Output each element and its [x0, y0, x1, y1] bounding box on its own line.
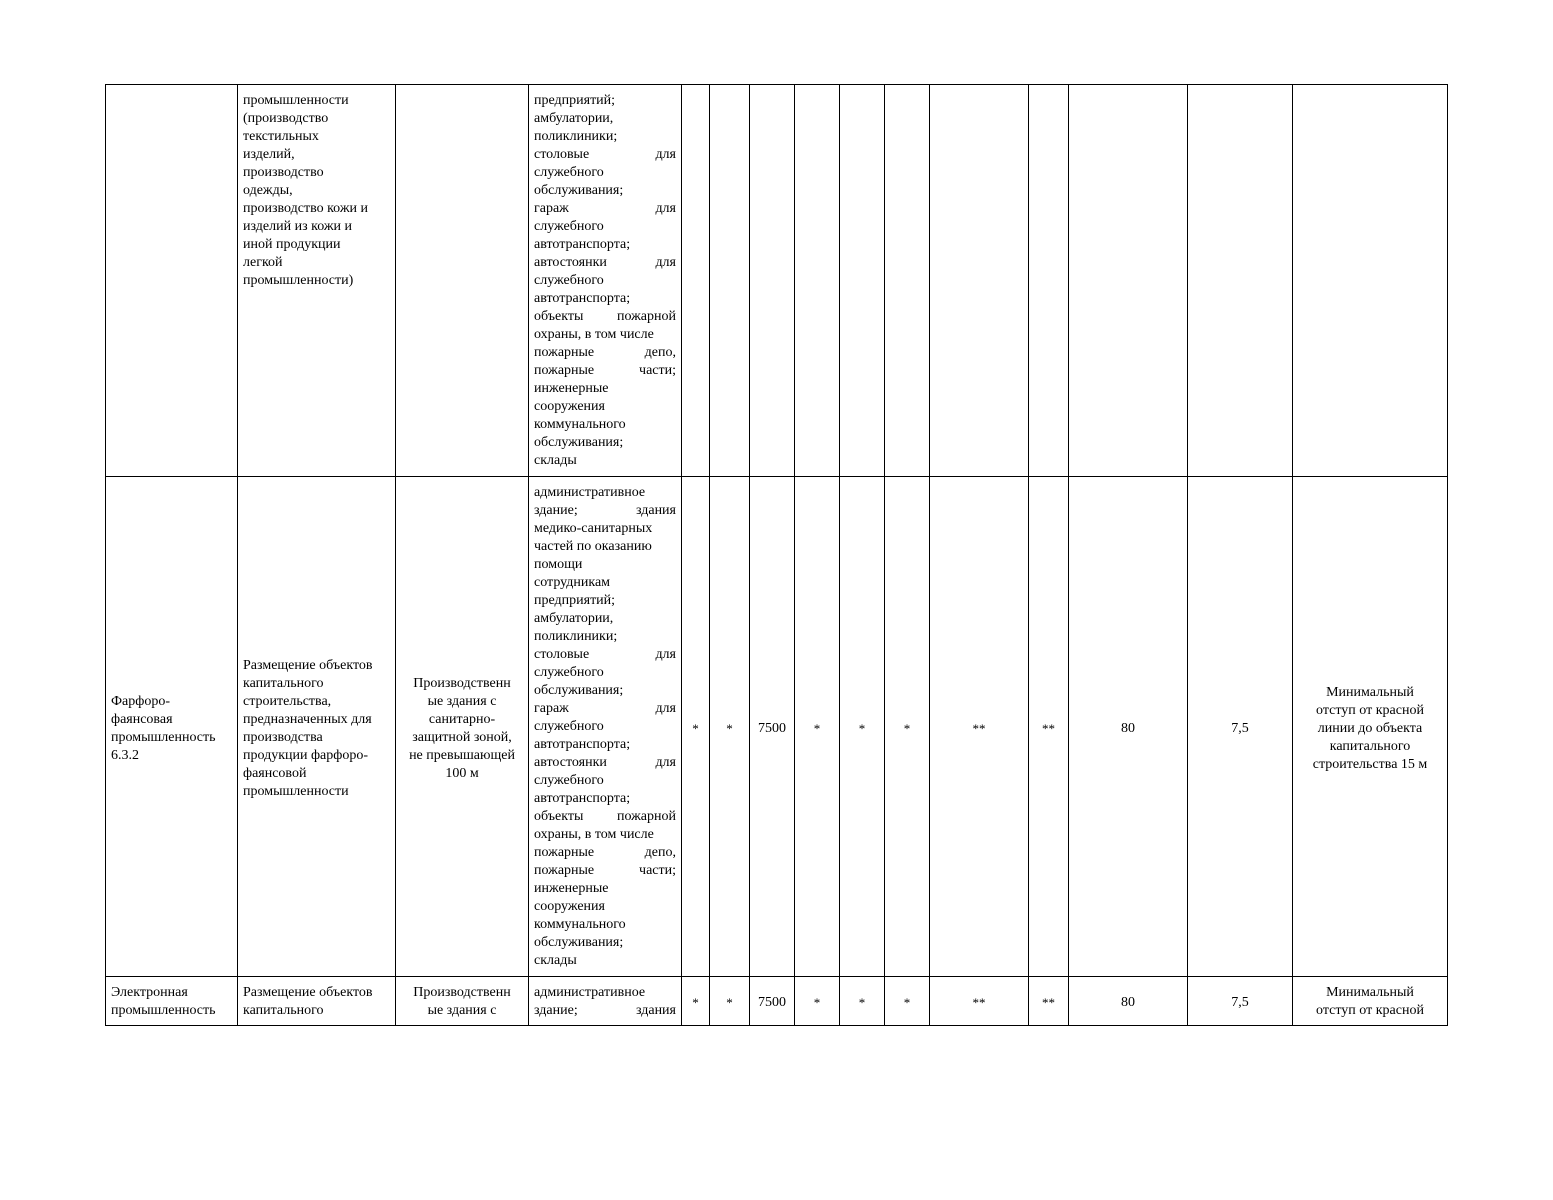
cell-line: коммунального [534, 417, 626, 432]
parameter-value-cell: 80 [1069, 477, 1188, 977]
cell-line: коммунального [534, 917, 626, 932]
main-objects-cell [396, 477, 529, 977]
cell-line: производство [243, 165, 324, 180]
cell-line: автотранспорта; [534, 737, 631, 752]
cell-line: фаянсовой [243, 766, 307, 781]
cell-line: гараж для [534, 201, 676, 216]
table-row [106, 477, 1448, 977]
parameter-value-cell: * [710, 477, 750, 977]
cell-line: служебного [534, 219, 604, 234]
parameter-value-cell: * [795, 977, 840, 1026]
parameter-value-cell: ** [930, 477, 1029, 977]
parameter-value-cell: 7,5 [1188, 977, 1293, 1026]
cell-line: 6.3.2 [111, 748, 139, 763]
cell-line: ые здания с [427, 694, 497, 709]
cell-line: изделий, [243, 147, 295, 162]
cell-line: строительства 15 м [1312, 757, 1428, 772]
parameter-value-cell [795, 85, 840, 477]
cell-line: объекты пожарной [534, 309, 676, 324]
cell-line: промышленности [243, 784, 349, 799]
cell-line: пожарные части; [534, 363, 676, 378]
cell-line: инженерные [534, 881, 609, 896]
cell-line: производства [243, 730, 323, 745]
parameter-value-cell: 80 [1069, 977, 1188, 1026]
parameter-value-cell [1188, 85, 1293, 477]
auxiliary-objects-cell [529, 977, 682, 1026]
cell-line: обслуживания; [534, 683, 624, 698]
cell-line: защитной зоной, [412, 730, 512, 745]
cell-line: склады [534, 953, 577, 968]
cell-line: помощи [534, 557, 583, 572]
regulations-table [105, 84, 1448, 1026]
cell-line: обслуживания; [534, 183, 624, 198]
note-cell [1293, 977, 1448, 1026]
cell-line: обслуживания; [534, 935, 624, 950]
cell-line: столовые для [534, 147, 676, 162]
parameter-value-cell: 7,5 [1188, 477, 1293, 977]
land-use-name-cell [106, 477, 238, 977]
cell-line: капитального [243, 1003, 324, 1018]
cell-line: легкой [243, 255, 283, 270]
parameter-value-cell: * [840, 477, 885, 977]
cell-line: автостоянки для [534, 755, 676, 770]
cell-line: промышленность [111, 1003, 216, 1018]
cell-line: сотрудникам [534, 575, 611, 590]
parameter-value-cell: * [885, 977, 930, 1026]
note-cell [1293, 85, 1448, 477]
parameter-value-cell: * [885, 477, 930, 977]
cell-line: отступ от красной [1316, 1003, 1424, 1018]
cell-line: предназначенных для [243, 712, 372, 727]
cell-line: административное [534, 485, 646, 500]
cell-line: строительства, [243, 694, 332, 709]
cell-line: служебного [534, 165, 604, 180]
parameter-value-cell [682, 85, 710, 477]
parameter-value-cell [750, 85, 795, 477]
land-use-description-cell [238, 85, 396, 477]
cell-line: обслуживания; [534, 435, 624, 450]
cell-line: Размещение объектов [243, 658, 373, 673]
land-use-description-cell [238, 477, 396, 977]
parameter-value-cell: 7500 [750, 977, 795, 1026]
parameter-value-cell: * [795, 477, 840, 977]
cell-line: промышленность [111, 730, 216, 745]
cell-line: сооружения [534, 399, 605, 414]
cell-line: медико-санитарных [534, 521, 653, 536]
cell-line: отступ от красной [1316, 703, 1424, 718]
parameter-value-cell [1029, 85, 1069, 477]
parameter-value-cell: ** [1029, 977, 1069, 1026]
cell-line: Производственн [413, 985, 511, 1000]
cell-line: Производственн [413, 676, 511, 691]
note-cell [1293, 477, 1448, 977]
cell-line: иной продукции [243, 237, 341, 252]
cell-line: одежды, [243, 183, 293, 198]
cell-line: гараж для [534, 701, 676, 716]
cell-line: поликлиники; [534, 629, 618, 644]
cell-line: 100 м [445, 766, 479, 781]
cell-line: охраны, в том числе [534, 327, 654, 342]
cell-line: продукции фарфоро- [243, 748, 369, 763]
cell-line: автотранспорта; [534, 237, 631, 252]
parameter-value-cell [840, 85, 885, 477]
cell-line: капитального [1329, 739, 1411, 754]
parameter-value-cell [1069, 85, 1188, 477]
cell-line: ые здания с [427, 1003, 497, 1018]
cell-line: фаянсовая [111, 712, 173, 727]
cell-line: пожарные части; [534, 863, 676, 878]
main-objects-cell [396, 977, 529, 1026]
cell-line: Электронная [111, 985, 188, 1000]
cell-line: линии до объекта [1317, 721, 1423, 736]
cell-line: служебного [534, 665, 604, 680]
cell-line: промышленности) [243, 273, 354, 288]
cell-line: предприятий; [534, 93, 616, 108]
cell-line: объекты пожарной [534, 809, 676, 824]
land-use-description-cell [238, 977, 396, 1026]
cell-line: инженерные [534, 381, 609, 396]
parameter-value-cell [710, 85, 750, 477]
cell-line: столовые для [534, 647, 676, 662]
cell-line: Фарфоро- [111, 694, 171, 709]
cell-line: охраны, в том числе [534, 827, 654, 842]
cell-line: здание; здания [534, 1003, 676, 1018]
cell-line: промышленности [243, 93, 349, 108]
cell-line: предприятий; [534, 593, 616, 608]
auxiliary-objects-cell [529, 85, 682, 477]
cell-line: пожарные депо, [534, 845, 676, 860]
parameter-value-cell: * [682, 477, 710, 977]
cell-line: текстильных [243, 129, 319, 144]
auxiliary-objects-cell [529, 477, 682, 977]
cell-line: амбулатории, [534, 611, 614, 626]
cell-line: автотранспорта; [534, 791, 631, 806]
cell-line: служебного [534, 273, 604, 288]
cell-line: (производство [243, 111, 329, 126]
parameter-value-cell: ** [930, 977, 1029, 1026]
parameter-value-cell [930, 85, 1029, 477]
cell-line: автостоянки для [534, 255, 676, 270]
cell-line: склады [534, 453, 577, 468]
parameter-value-cell [885, 85, 930, 477]
cell-line: автотранспорта; [534, 291, 631, 306]
cell-line: административное [534, 985, 646, 1000]
land-use-name-cell [106, 977, 238, 1026]
cell-line: Минимальный [1326, 985, 1414, 1000]
cell-line: пожарные депо, [534, 345, 676, 360]
cell-line: производство кожи и [243, 201, 368, 216]
parameter-value-cell: 7500 [750, 477, 795, 977]
parameter-value-cell: * [840, 977, 885, 1026]
cell-line: изделий из кожи и [243, 219, 352, 234]
main-objects-cell [396, 85, 529, 477]
cell-line: капитального [243, 676, 324, 691]
land-use-name-cell [106, 85, 238, 477]
table-row [106, 85, 1448, 477]
cell-line: амбулатории, [534, 111, 614, 126]
cell-line: Размещение объектов [243, 985, 373, 1000]
cell-line: служебного [534, 773, 604, 788]
cell-line: санитарно- [428, 712, 496, 727]
cell-line: частей по оказанию [534, 539, 652, 554]
parameter-value-cell: ** [1029, 477, 1069, 977]
cell-line: здание; здания [534, 503, 676, 518]
cell-line: Минимальный [1326, 685, 1414, 700]
parameter-value-cell: * [710, 977, 750, 1026]
cell-line: сооружения [534, 899, 605, 914]
table-row [106, 977, 1448, 1026]
cell-line: не превышающей [409, 748, 515, 763]
parameter-value-cell: * [682, 977, 710, 1026]
cell-line: поликлиники; [534, 129, 618, 144]
cell-line: служебного [534, 719, 604, 734]
